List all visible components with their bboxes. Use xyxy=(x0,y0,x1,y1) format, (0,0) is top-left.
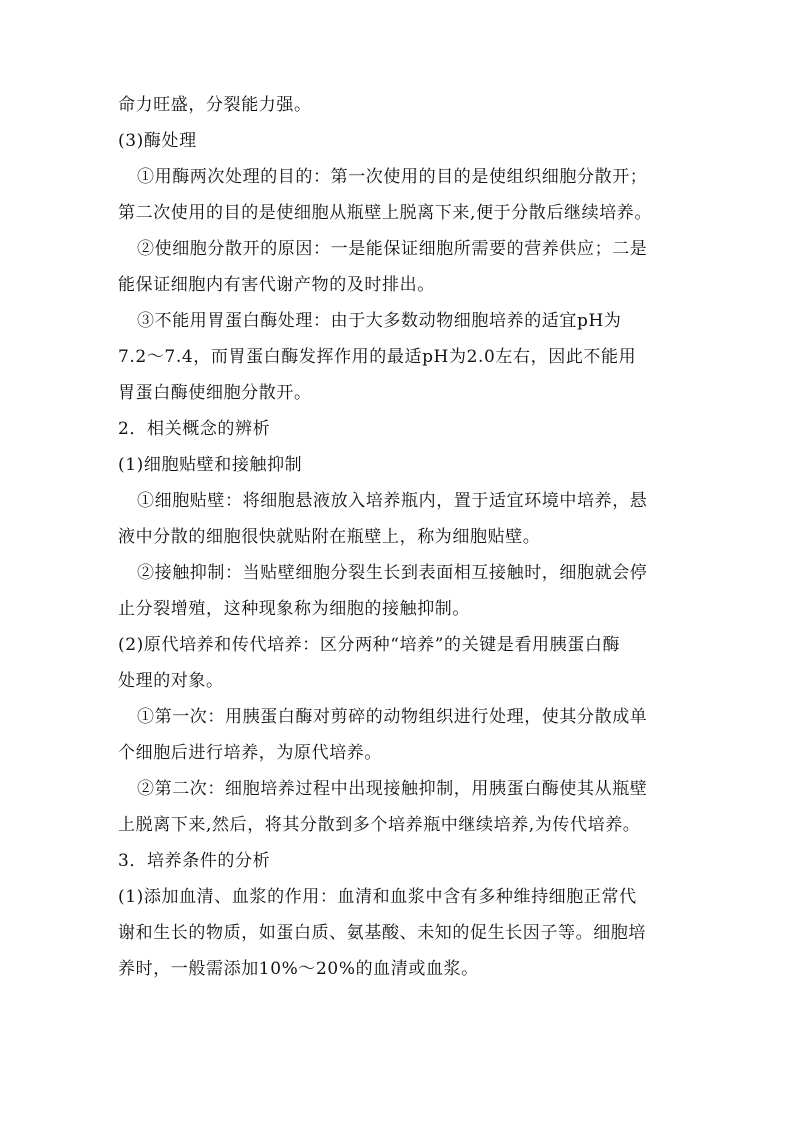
text-line: (2)原代培养和传代培养：区分两种“培养”的关键是看用胰蛋白酶 xyxy=(118,635,621,655)
text-line: 液中分散的细胞很快就贴附在瓶壁上，称为细胞贴壁。 xyxy=(118,527,541,547)
text-line: 上脱离下来,然后，将其分散到多个培养瓶中继续培养,为传代培养。 xyxy=(118,815,641,835)
text-line: 7.2～7.4，而胃蛋白酶发挥作用的最适pH为2.0左右，因此不能用 xyxy=(118,347,637,367)
text-line: 处理的对象。 xyxy=(118,671,224,691)
text-line: 能保证细胞内有害代谢产物的及时排出。 xyxy=(118,275,435,295)
document-page xyxy=(118,87,678,987)
text-line: ②接触抑制：当贴壁细胞分裂生长到表面相互接触时，细胞就会停 xyxy=(137,563,648,583)
section-heading: (1)细胞贴壁和接触抑制 xyxy=(118,455,303,475)
text-line: ①细胞贴壁：将细胞悬液放入培养瓶内，置于适宜环境中培养，悬 xyxy=(137,491,648,511)
text-line: ③不能用胃蛋白酶处理：由于大多数动物细胞培养的适宜pH为 xyxy=(137,311,622,331)
section-heading: 3．培养条件的分析 xyxy=(118,851,271,871)
section-heading: (3)酶处理 xyxy=(118,131,197,151)
text-line: 命力旺盛，分裂能力强。 xyxy=(118,95,312,115)
text-line: 谢和生长的物质，如蛋白质、氨基酸、未知的促生长因子等。细胞培 xyxy=(118,923,646,943)
section-heading: 2．相关概念的辨析 xyxy=(118,419,271,439)
text-line: ②第二次：细胞培养过程中出现接触抑制，用胰蛋白酶使其从瓶壁 xyxy=(137,779,648,799)
text-line: 个细胞后进行培养，为原代培养。 xyxy=(118,743,382,763)
text-line: 第二次使用的目的是使细胞从瓶壁上脱离下来,便于分散后继续培养。 xyxy=(118,203,653,223)
text-line: ①用酶两次处理的目的：第一次使用的目的是使组织细胞分散开； xyxy=(137,167,648,187)
text-line: ②使细胞分散开的原因：一是能保证细胞所需要的营养供应；二是 xyxy=(137,239,648,259)
text-line: 胃蛋白酶使细胞分散开。 xyxy=(118,383,312,403)
text-line: 止分裂增殖，这种现象称为细胞的接触抑制。 xyxy=(118,599,470,619)
text-line: ①第一次：用胰蛋白酶对剪碎的动物组织进行处理，使其分散成单 xyxy=(137,707,648,727)
text-line: 养时，一般需添加10%～20%的血清或血浆。 xyxy=(118,959,479,979)
text-line: (1)添加血清、血浆的作用：血清和血浆中含有多种维持细胞正常代 xyxy=(118,887,637,907)
